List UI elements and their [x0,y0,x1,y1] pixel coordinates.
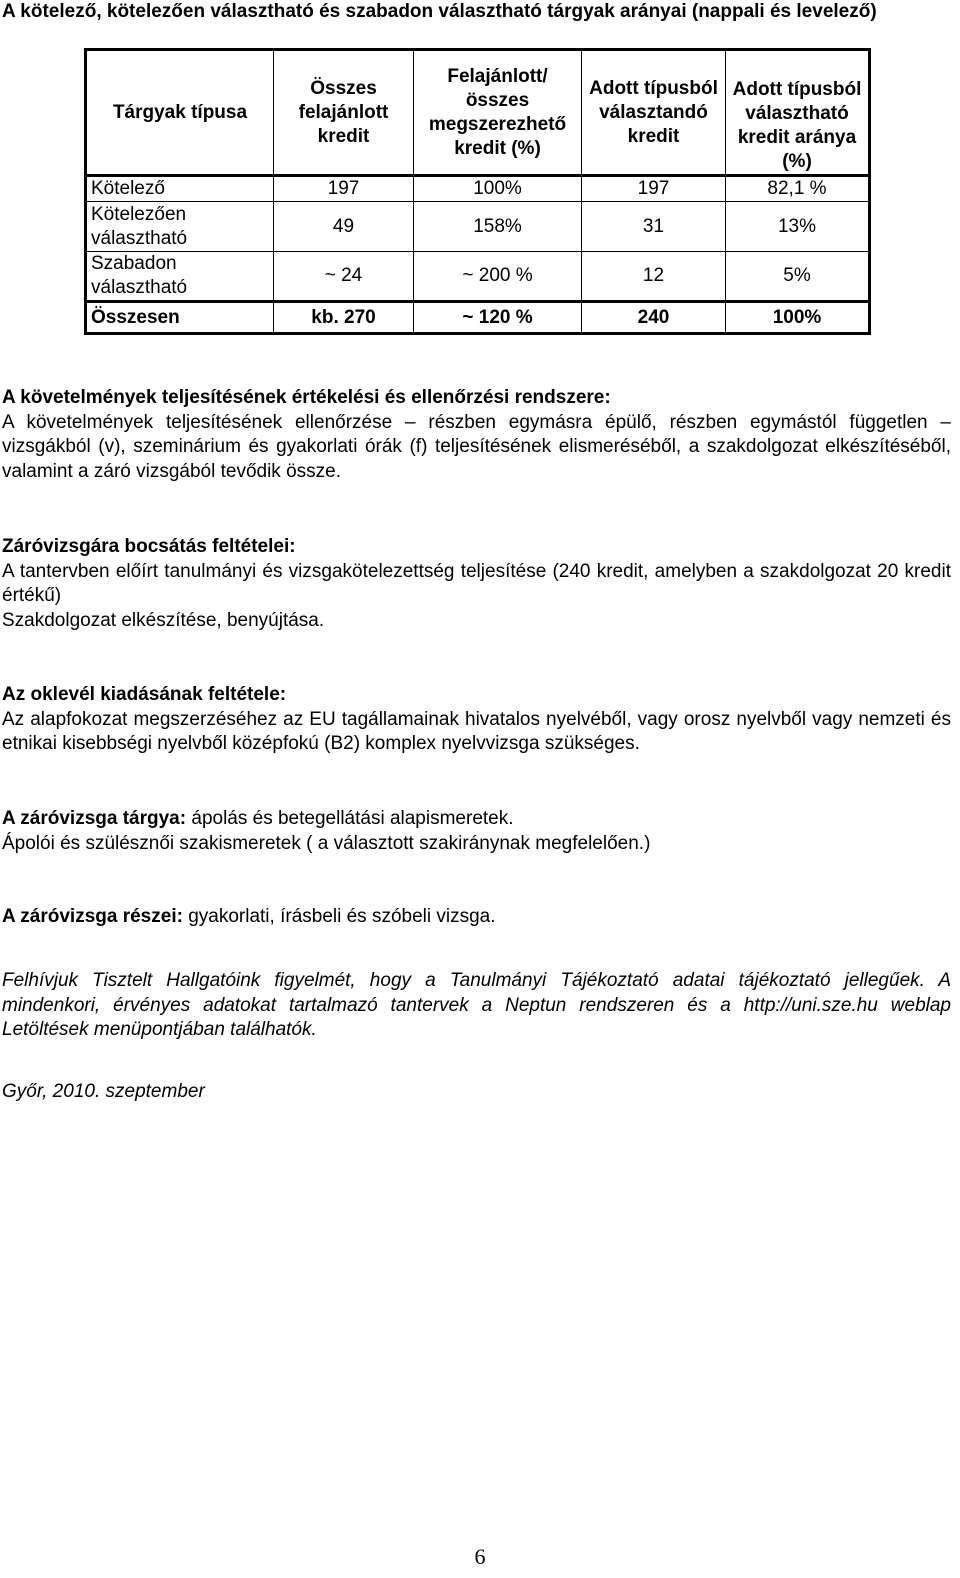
table-cell: 5% [726,252,870,302]
header-cell: Tárgyak típusa [86,50,274,176]
table-header-row [86,50,870,176]
header-cell: Összes felajánlott kredit [274,50,414,176]
admission-line-2: Szakdolgozat elkészítése, benyújtása. [2,609,325,631]
table-cell: ~ 120 % [414,302,582,334]
table-cell: 12 [582,252,726,302]
header-cell: Felajánlott/ összes megszerezhető kredit (%) [414,50,582,176]
exam-subject-line [2,807,951,832]
table-cell: ~ 200 % [414,252,582,302]
row-label: Kötelező [86,176,274,202]
table-total-row [86,302,870,334]
diploma-title: Az oklevél kiadásának feltétele: [2,684,287,705]
table-row [86,202,870,252]
table-row [86,252,870,302]
header-cell: Adott típusból választható kredit aránya (%) [726,50,870,176]
exam-parts-label: A záróvizsga részei: [2,906,183,927]
credit-ratio-table [84,48,871,335]
exam-parts-text: gyakorlati, írásbeli és szóbeli vizsga. [182,906,496,927]
evaluation-text: A követelmények teljesítésének ellenőrzése – részben egymásra épülő, részben egymástól független – vizsgákból (v), szeminárium és gyakorlati órák (f) teljesítésének elismeréséből, a szakdolgozat elkészítéséből, valamint a záró vizsgából tevődik össze. [2,411,951,482]
admission-section [2,535,951,633]
exam-subject-line-2: Ápolói és szülésznői szakismeretek ( a választott szakiránynak megfelelően.) [2,832,651,854]
notice-text: Felhívjuk Tisztelt Hallgatóink figyelmét, hogy a Tanulmányi Tájékoztató adatai tájékoztató jellegűek. A mindenkori, érvényes adatokat tartalmazó tantervek a Neptun rendszeren és a http://uni.sze.hu weblap Letöltések menüpontjában találhatók. [2,970,951,1040]
table-cell: 158% [414,202,582,252]
exam-subject-label: A záróvizsga tárgya: [2,808,187,829]
place-date-text: Győr, 2010. szeptember [2,1081,205,1102]
table-cell: 197 [582,176,726,202]
page-number: 6 [474,1544,486,1569]
exam-subject-text: ápolás és betegellátási alapismeretek. [186,808,514,829]
diploma-text: Az alapfokozat megszerzéséhez az EU tagállamainak hivatalos nyelvéből, vagy orosz nyelvből vagy nemzeti és etnikai kisebbségi nyelvből középfokú (B2) komplex nyelvvizsga szükséges. [2,708,951,754]
exam-subject-section [2,807,951,856]
table-cell: 197 [274,176,414,202]
diploma-section [2,683,951,757]
exam-parts-section [2,905,951,930]
table-cell: 100% [726,302,870,334]
table-cell: kb. 270 [274,302,414,334]
evaluation-section [2,386,951,484]
heading: A kötelező, kötelezően választható és szabadon választható tárgyak arányai (nappali és levelező) [2,1,877,22]
header-cell: Adott típusból választandó kredit [582,50,726,176]
table-cell: 13% [726,202,870,252]
total-label: Összesen [86,302,274,334]
row-label: Szabadon választható [86,252,274,302]
admission-line-1: A tantervben előírt tanulmányi és vizsgakötelezettség teljesítése (240 kredit, amelyben a szakdolgozat 20 kredit értékű) [2,560,951,606]
exam-parts-line [2,905,951,930]
table-cell: ~ 24 [274,252,414,302]
table-row [86,176,870,202]
evaluation-title: A követelmények teljesítésének értékelési és ellenőrzési rendszere: [2,387,611,408]
table-cell: 82,1 % [726,176,870,202]
table-cell: 31 [582,202,726,252]
table-cell: 100% [414,176,582,202]
admission-title: Záróvizsgára bocsátás feltételei: [2,536,296,557]
notice-section [2,969,951,1043]
table-cell: 49 [274,202,414,252]
table-cell: 240 [582,302,726,334]
row-label: Kötelezően választható [86,202,274,252]
place-date [2,1080,951,1105]
